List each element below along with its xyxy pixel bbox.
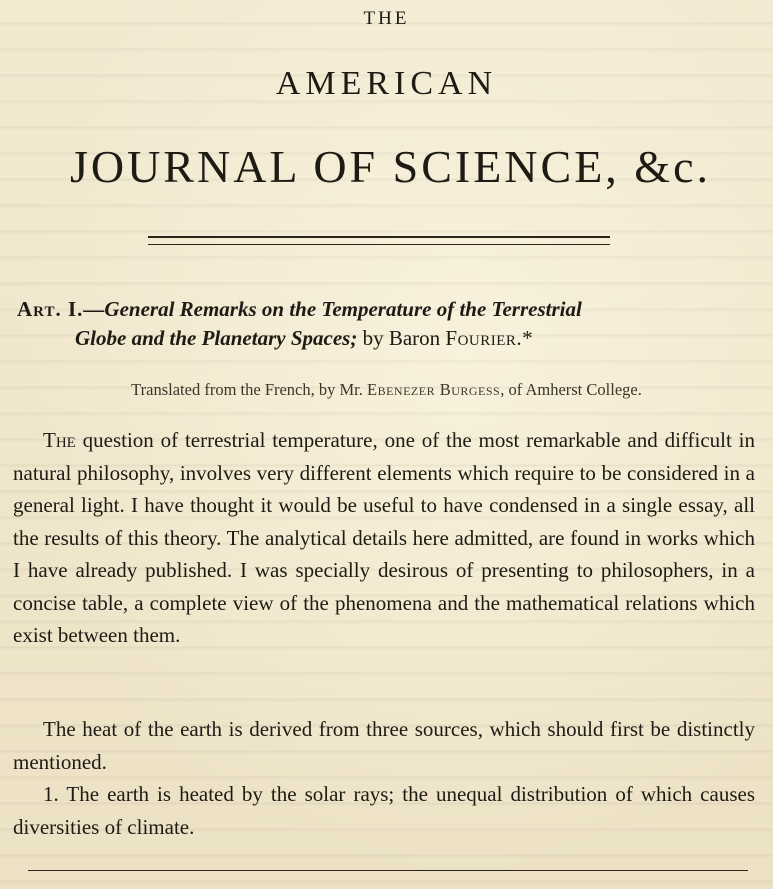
article-title-line1: General Remarks on the Temperature of the Terrestrial (104, 297, 582, 321)
article-heading-line2 (17, 324, 757, 353)
article-title-line2: Globe and the Planetary Spaces; (75, 326, 358, 350)
footnote-mark: * (522, 326, 533, 350)
article-author: Fourier. (445, 326, 523, 350)
paragraph-1-text: question of terrestrial temperature, one of the most remarkable and difficult in natural philosophy, involves very different elements which require to be considered in a general light. I have thought it would be useful to have condensed in a single essay, all the results of this theory. The analytical details here admitted, are found in works which I have already published. I was specially desirous of presenting to philosophers, in a concise table, a complete view of the phenomena and the mathematical relations which exist between them. (13, 428, 755, 647)
article-by: by Baron (362, 326, 441, 350)
body-paragraph-1 (13, 424, 755, 652)
article-label: Art. I. (17, 297, 84, 321)
paragraph-lead-word: The (43, 428, 76, 452)
masthead-american: AMERICAN (275, 65, 498, 102)
translation-prefix: Translated from the French, by Mr. (131, 380, 363, 399)
translation-credit (0, 380, 773, 400)
masthead-journal-title: JOURNAL OF SCIENCE, &c. (69, 141, 712, 192)
masthead-the: THE (363, 8, 410, 29)
translator-name: Ebenezer Burgess (367, 380, 501, 399)
bottom-rule (28, 870, 748, 871)
double-rule-divider (148, 236, 610, 245)
translation-suffix: , of Amherst College. (500, 380, 642, 399)
body-paragraph-2: The heat of the earth is derived from three sources, which should first be distinctly mentioned. (13, 717, 755, 774)
article-dash: — (83, 297, 105, 321)
body-paragraph-3: 1. The earth is heated by the solar rays; the unequal distribution of which causes diversities of climate. (13, 782, 755, 839)
article-heading (17, 295, 757, 353)
